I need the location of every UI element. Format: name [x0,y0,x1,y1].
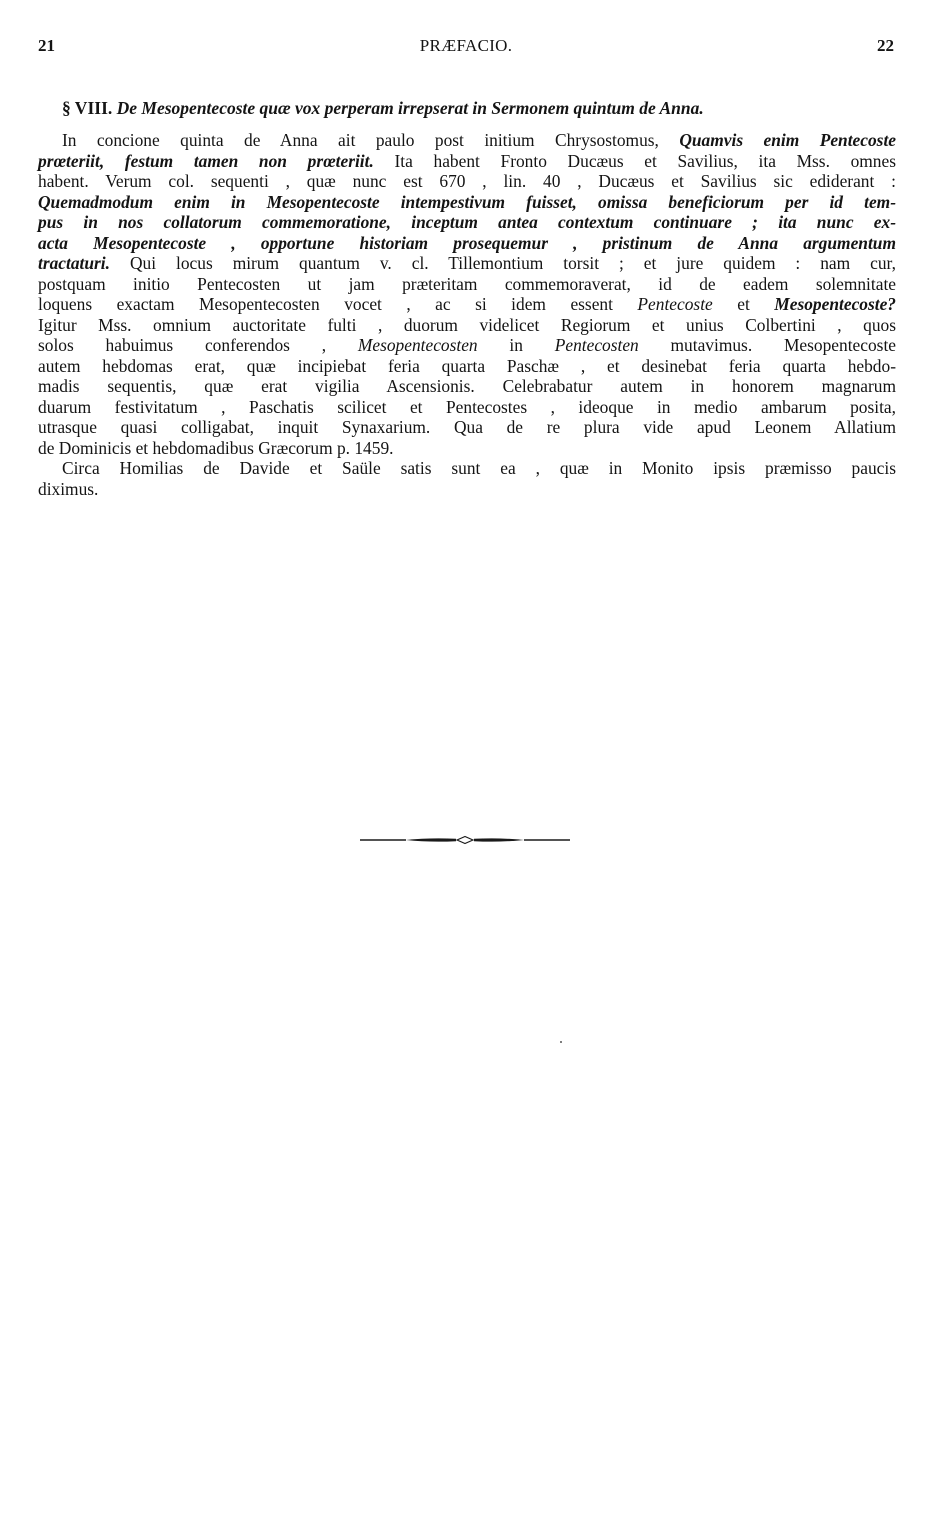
text-line [38,356,896,377]
text-line [38,294,896,315]
text-line [38,397,896,418]
text-segment: et [712,294,775,314]
text-line [38,458,896,479]
section-title: De Mesopentecoste quæ vox perperam irrepserat in Sermonem quintum de Anna. [116,98,704,118]
text-line [38,438,896,459]
text-segment: Pentecoste [637,294,713,314]
text-segment: utrasque quasi colligabat, inquit Synaxarium. Qua de re plura vide apud Leonem Allatium [38,417,896,437]
text-line [38,192,896,213]
text-segment: Mesopentecoste? [774,294,896,314]
running-head [38,36,894,60]
section-heading [62,97,902,119]
text-segment: Quemadmodum enim in Mesopentecoste intempestivum fuisset, omissa beneficiorum per id tem- [38,191,896,212]
text-line [38,253,896,274]
text-segment: de Dominicis et hebdomadibus Græcorum p. 1459. [38,437,394,458]
text-line [38,315,896,336]
text-segment: Circa Homilias de Davide et Saüle satis sunt ea , quæ in Monito ipsis præmisso paucis [62,458,896,478]
text-segment: madis sequentis, quæ erat vigilia Ascensionis. Celebrabatur autem in honorem magnarum [38,376,896,396]
text-segment: loquens exactam Mesopentecosten vocet , ac si idem essent [38,294,638,314]
text-segment: autem hebdomas erat, quæ incipiebat feria quarta Paschæ , et desinebat feria quarta hebdo- [38,355,896,376]
page-speck [560,1041,562,1043]
text-line [38,233,896,254]
text-line [38,376,896,397]
text-segment: in [477,335,555,355]
text-segment: mutavimus. Mesopentecoste [638,335,896,355]
text-segment: pus in nos collatorum commemoratione, inceptum antea contextum continuare ; ita nunc ex- [38,212,896,232]
left-page-number: 21 [38,36,55,55]
text-line [38,417,896,438]
text-segment: Igitur Mss. omnium auctoritate fulti , duorum videlicet Regiorum et unius Colbertini , quos [38,314,896,335]
text-line [38,274,896,295]
body-text [38,130,896,499]
text-segment: Qui locus mirum quantum v. cl. Tillemontium torsit ; et jure quidem : nam cur, [110,253,896,273]
text-segment: diximus. [38,478,99,499]
text-line [38,335,896,356]
text-segment: Ita habent Fronto Ducæus et Savilius, ita Mss. omnes [373,150,896,171]
text-segment: solos habuimus conferendos , [38,335,358,355]
text-line [38,479,896,500]
text-segment: Mesopentecosten [357,335,478,355]
text-segment: In concione quinta de Anna ait paulo post initium Chrysostomus, [62,130,680,150]
section-number: § VIII. [62,98,113,118]
running-title: PRÆFACIO. [419,36,513,55]
text-segment: duarum festivitatum , Paschatis scilicet et Pentecostes , ideoque in medio ambarum posita, [38,396,896,417]
text-segment: acta Mesopentecoste , opportune historiam prosequemur , pristinum de Anna argumentum [38,232,896,253]
text-line [38,151,896,172]
text-line [38,171,896,192]
text-segment: Pentecosten [554,335,639,355]
text-segment: Quamvis enim Pentecoste [679,130,896,150]
right-page-number: 22 [877,36,894,55]
text-segment: prœteriit, festum tamen non prœteriit. [38,150,374,171]
text-segment: postquam initio Pentecosten ut jam præteritam commemoraverat, id de eadem solemnitate [38,273,896,294]
text-line [38,130,896,151]
text-line [38,212,896,233]
ornament-rule [360,830,570,850]
text-segment: habent. Verum col. sequenti , quæ nunc est 670 , lin. 40 , Ducæus et Savilius sic ediderant : [38,171,896,191]
text-segment: tractaturi. [38,253,110,273]
